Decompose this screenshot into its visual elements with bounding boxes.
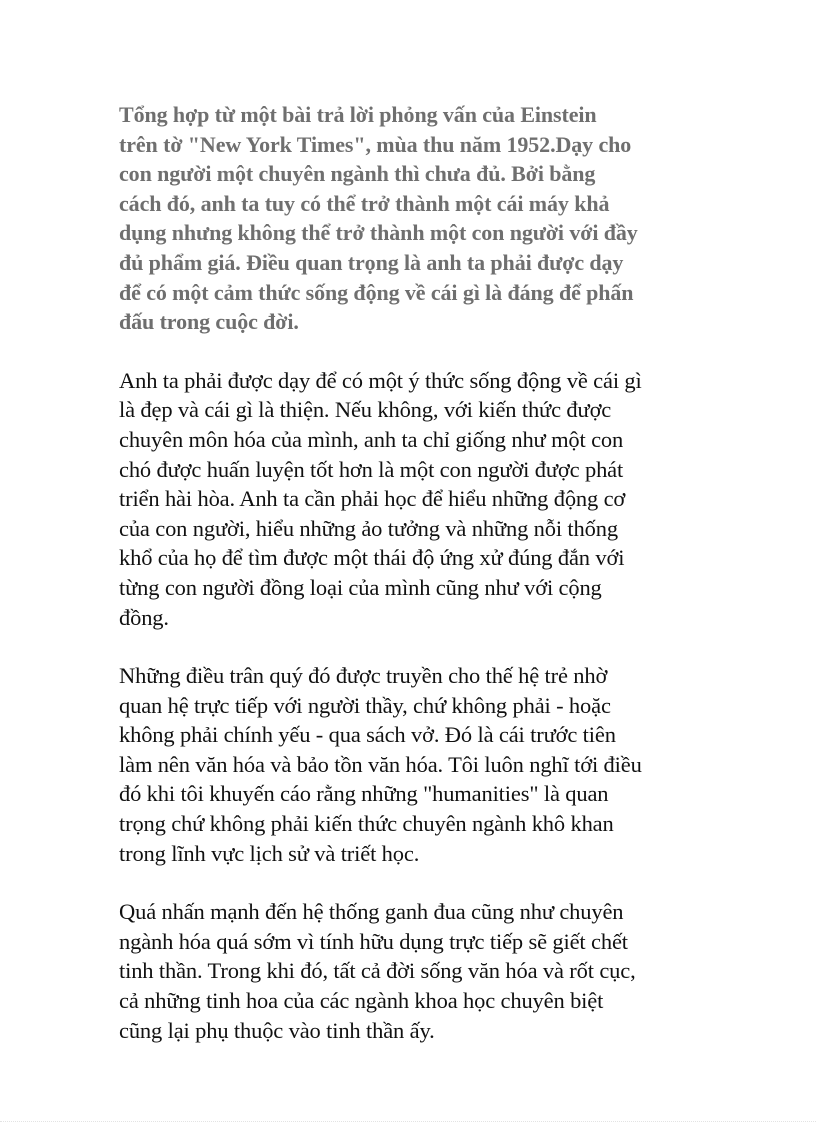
- document-body: [119, 100, 704, 1045]
- body-paragraph-2: Những điều trân quý đó được truyền cho thế hệ trẻ nhờ quan hệ trực tiếp với người thầy, chứ không phải - hoặc không phải chính yếu - qua sách vở. Đó là cái trước tiên làm nên văn hóa và bảo tồn văn hóa. Tôi luôn nghĩ tới điều đó khi tôi khuyến cáo rằng những "humanities" là quan trọng chứ không phải kiến thức chuyên ngành khô khan trong lĩnh vực lịch sử và triết học.: [119, 663, 642, 866]
- intro-paragraph: Tổng hợp từ một bài trả lời phỏng vấn của Einstein trên tờ "New York Times", mùa thu năm 1952.Dạy cho con người một chuyên ngành thì chưa đủ. Bởi bằng cách đó, anh ta tuy có thể trở thành một cái máy khả dụng nhưng không thể trở thành một con người với đầy đủ phẩm giá. Điều quan trọng là anh ta phải được dạy để có một cảm thức sống động về cái gì là đáng để phấn đấu trong cuộc đời.: [119, 102, 638, 335]
- body-paragraph-1: Anh ta phải được dạy để có một ý thức sống động về cái gì là đẹp và cái gì là thiện. Nếu không, với kiến thức được chuyên môn hóa của mình, anh ta chỉ giống như một con chó được huấn luyện tốt hơn là một con người được phát triển hài hòa. Anh ta cần phải học để hiểu những động cơ của con người, hiểu những ảo tưởng và những nỗi thống khổ của họ để tìm được một thái độ ứng xử đúng đắn với từng con người đồng loại của mình cũng như với cộng đồng.: [119, 367, 642, 630]
- body-paragraph-3: Quá nhấn mạnh đến hệ thống ganh đua cũng như chuyên ngành hóa quá sớm vì tính hữu dụng trực tiếp sẽ giết chết tinh thần. Trong khi đó, tất cả đời sống văn hóa và rốt cục, cả những tinh hoa của các ngành khoa học chuyên biệt cũng lại phụ thuộc vào tinh thần ấy.: [119, 899, 636, 1043]
- page-bottom-divider: [0, 1121, 816, 1122]
